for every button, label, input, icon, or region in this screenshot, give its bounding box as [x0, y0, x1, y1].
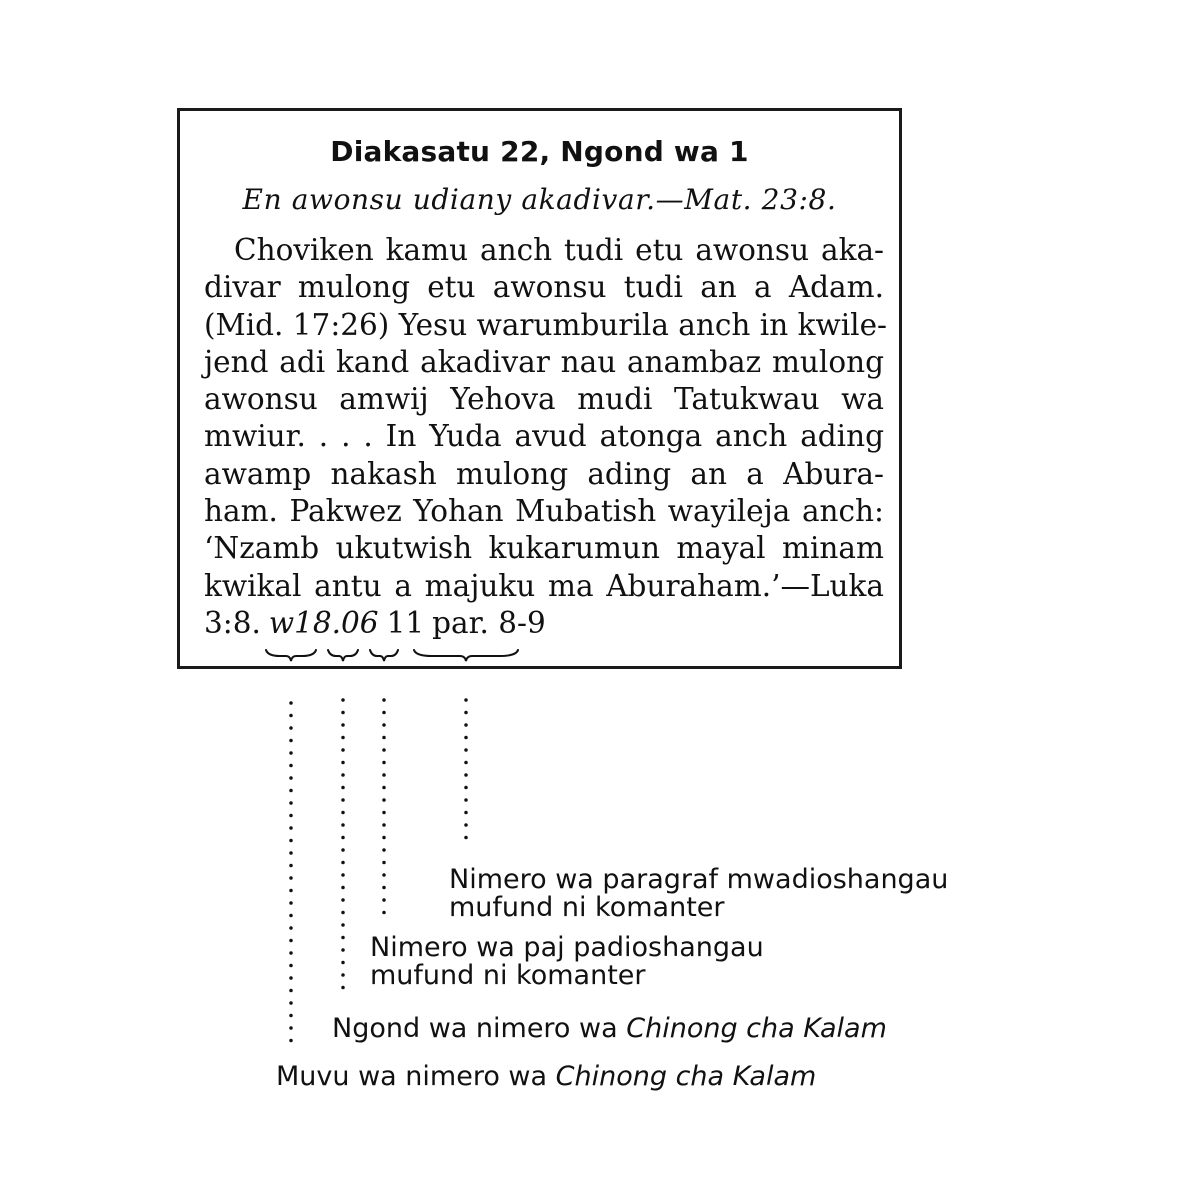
body-line: awonsu amwij Yehova mudi Tatukwau wa [204, 382, 884, 417]
theme-verse: En awonsu udiany akadivar.—Mat. 23:8. [242, 183, 837, 216]
label-issue-year: Muvu wa nimero wa Chinong cha Kalam [276, 1061, 817, 1092]
body-line: Choviken kamu anch tudi etu awonsu aka- [234, 233, 884, 267]
body-line: divar mulong etu awonsu tudi an a Adam. [204, 270, 884, 305]
label-issue-month: Ngond wa nimero wa Chinong cha Kalam [332, 1013, 887, 1044]
body-line: (Mid. 17:26) Yesu warumburila anch in kwile- [204, 307, 888, 342]
body-line: ‘Nzamb ukutwish kukarumun mayal minam [204, 531, 884, 566]
body-line: ham. Pakwez Yohan Mubatish wayileja anch: [204, 494, 884, 529]
brace-month [328, 650, 358, 661]
label-paragraph-number: Nimero wa paragraf mwadioshangau mufund ni komanter [449, 864, 949, 923]
body-line: awamp nakash mulong ading an a Abura- [204, 456, 884, 491]
brace-page [370, 650, 398, 661]
label-page-number: Nimero wa paj padioshangau mufund ni komanter [370, 932, 764, 991]
body-line: kwikal antu a majuku ma Aburaham.’—Luka [204, 568, 884, 603]
ref-paragraphs: par. 8-9 [432, 605, 546, 640]
brace-year [266, 650, 316, 661]
ref-issue-month: .06 [331, 605, 379, 640]
date-heading: Diakasatu 22, Ngond wa 1 [330, 135, 749, 168]
ref-issue-year: w18 [268, 605, 332, 640]
body-line: jend adi kand akadivar nau anambaz mulong [204, 344, 884, 379]
scripture-ref-end: 3:8. [204, 605, 261, 640]
ref-page: 11 [386, 605, 425, 640]
brace-paragraphs [414, 650, 518, 661]
body-line: mwiur. . . . In Yuda avud atonga anch ading [204, 419, 884, 454]
